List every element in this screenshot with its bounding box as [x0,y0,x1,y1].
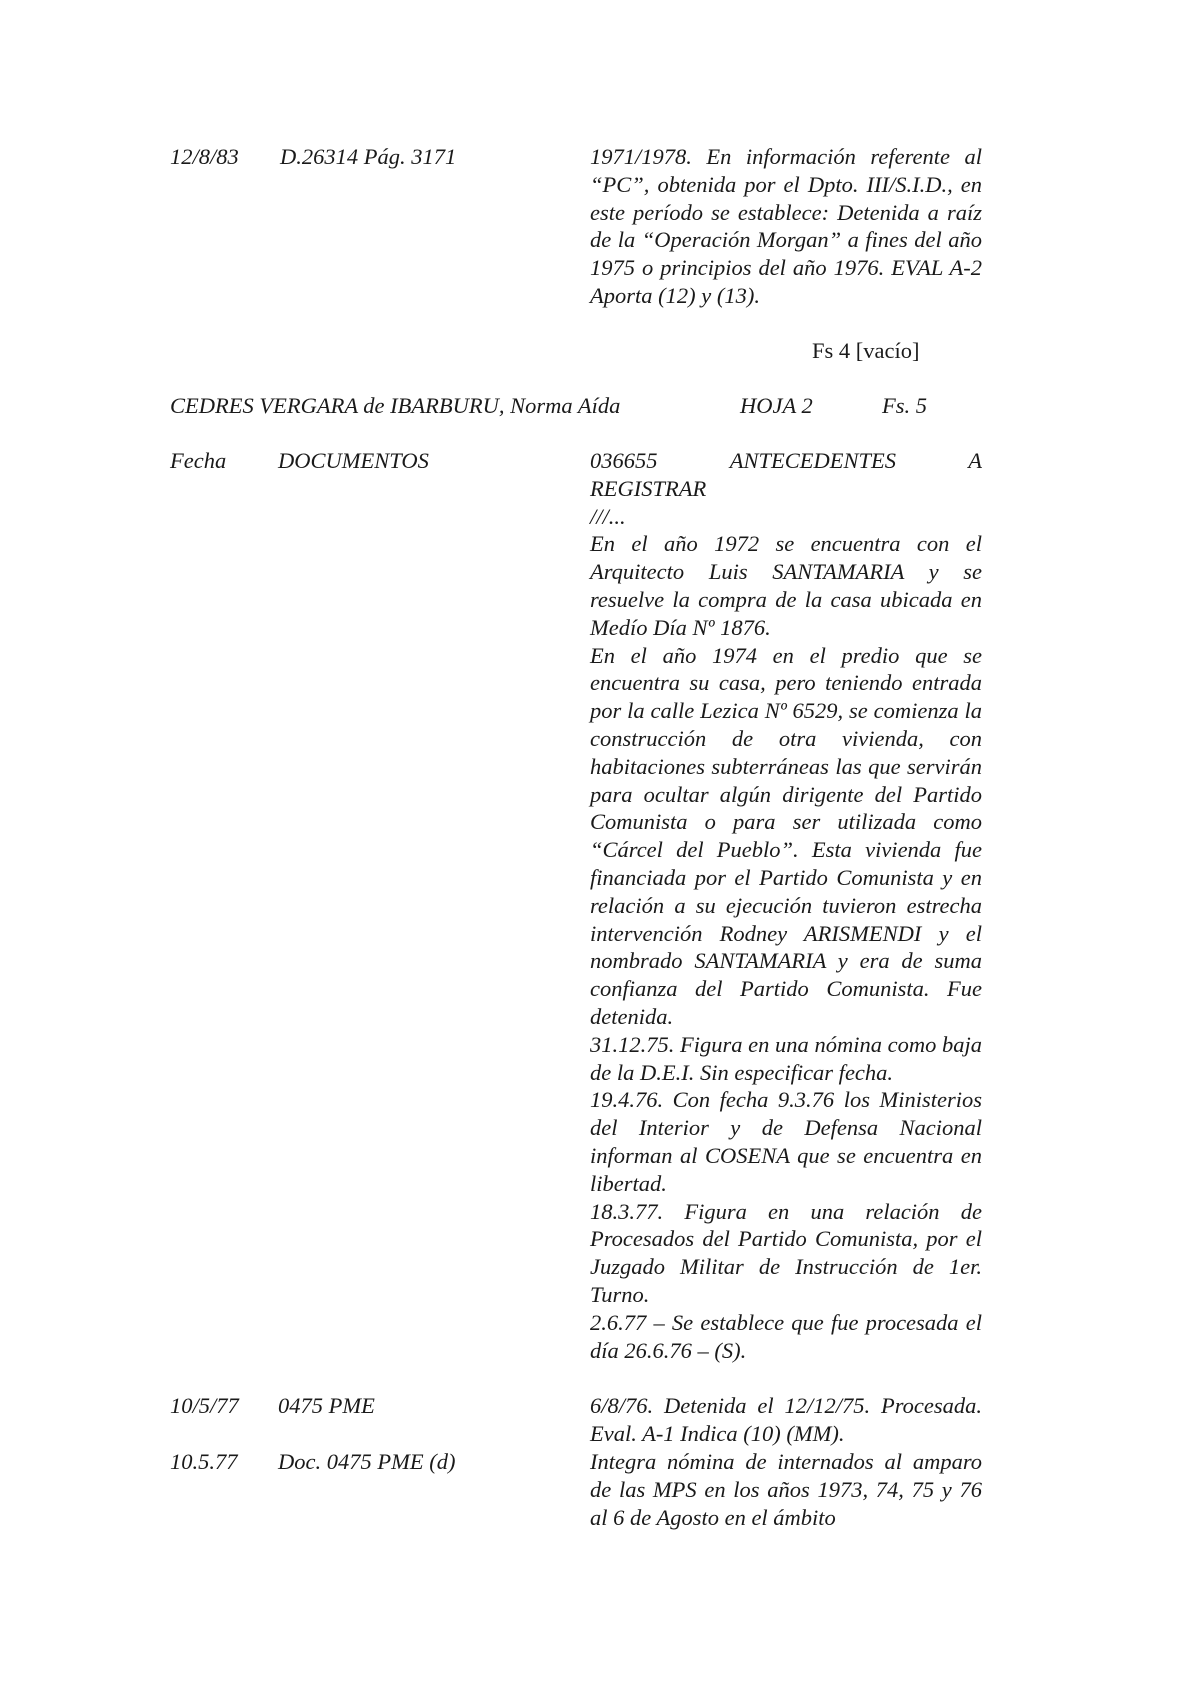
entry-text [590,1392,982,1448]
folio-note: Fs 4 [vacío] [812,338,920,363]
entry-paragraph: 1971/1978. En información referente al “PC”, obtenida por el Dpto. III/S.I.D., en este período se establece: Detenida a raíz de la “Operación Morgan” a fines del año 1975 o principios del año 1976. EVAL A-2 Aporta (12) y (13). [590,144,982,308]
entry-document: D.26314 Pág. 3171 [280,144,457,169]
paragraph: 18.3.77. Figura en una relación de Procesados del Partido Comunista, por el Juzgado Militar de Instrucción de 1er. Turno. [590,1198,982,1307]
entry-date: 12/8/83 [170,144,239,169]
entry-paragraph: 6/8/76. Detenida el 12/12/75. Procesada. Eval. A-1 Indica (10) (MM). [590,1393,982,1446]
paragraph: En el año 1974 en el predio que se encuentra su casa, pero teniendo entrada por la calle Lezica Nº 6529, se comienza la construcción de otra vivienda, con habitaciones subterráneas las que servirán para ocultar algún dirigente del Partido Comunista o para ser utilizada como “Cárcel del Pueblo”. Esta vivienda fue financiada por el Partido Comunista y en relación a su ejecución tuvieron estrecha intervención Rodney ARISMENDI y el nombrado SANTAMARIA y era de suma confianza del Partido Comunista. Fue detenida. [590,642,982,1029]
entry-paragraph: Integra nómina de internados al amparo de las MPS en los años 1973, 74, 75 y 76 al 6 de Agosto en el ámbito [590,1449,982,1530]
antecedents-heading [590,447,982,475]
entry-date: 10/5/77 [170,1393,239,1418]
entry-text [590,143,982,310]
entry-date: 10.5.77 [170,1449,238,1474]
paragraph: En el año 1972 se encuentra con el Arquitecto Luis SANTAMARIA y se resuelve la compra de la casa ubicada en Medío Día Nº 1876. [590,531,982,640]
continuation-mark: ///... [590,503,626,529]
record-number: 036655 [590,448,658,473]
sheet-number: HOJA 2 [740,393,813,418]
paragraph: 19.4.76. Con fecha 9.3.76 los Ministerios del Interior y de Defensa Nacional informan al COSENA que se encuentra en libertad. [590,1087,982,1196]
antecedents-label: ANTECEDENTES [729,448,897,473]
column-fecha: Fecha [170,448,227,473]
registrar-label: REGISTRAR [590,475,707,501]
entry-document: Doc. 0475 PME (d) [278,1449,456,1474]
subject-name: CEDRES VERGARA de IBARBURU, Norma Aída [170,393,621,418]
paragraph: 2.6.77 – Se establece que fue procesada el día 26.6.76 – (S). [590,1309,982,1363]
column-documentos: DOCUMENTOS [278,448,429,473]
entry-document: 0475 PME [278,1393,375,1418]
paragraph: 31.12.75. Figura en una nómina como baja de la D.E.I. Sin especificar fecha. [590,1031,982,1085]
entry-text [590,1448,982,1531]
antecedents-a: A [968,448,982,473]
folio-number: Fs. 5 [882,393,927,418]
antecedents-column [590,447,982,1364]
